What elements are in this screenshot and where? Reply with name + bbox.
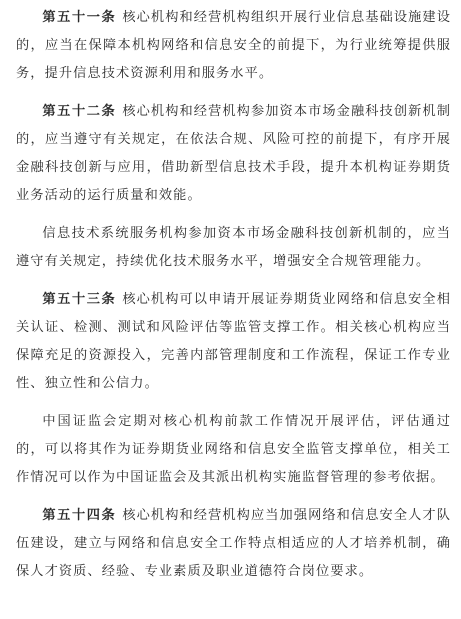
paragraph-text: 核心机构和经营机构应当加强网络和信息安全人才队伍建设，建立与网络和信息安全工作特点相适应的人才培养机制，确保人才资质、经验、专业素质及职业道德符合岗位要求。 [16,508,451,579]
paragraph-text: 信息技术系统服务机构参加资本市场金融科技创新机制的，应当遵守有关规定，持续优化技术服务水平，增强安全合规管理能力。 [16,226,451,269]
article-number: 第五十四条 [42,508,117,523]
paragraph-article-53-clause-2 [16,408,451,492]
paragraph-text: 中国证监会定期对核心机构前款工作情况开展评估，评估通过的，可以将其作为证券期货业网络和信息安全监管支撑单位，相关工作情况可以作为中国证监会及其派出机构实施监督管理的参考依据。 [16,414,451,485]
article-number: 第五十三条 [42,292,117,307]
article-number: 第五十一条 [42,10,117,25]
paragraph-text: 核心机构可以申请开展证券期货业网络和信息安全相关认证、检测、测试和风险评估等监管支撑工作。相关核心机构应当保障充足的资源投入，完善内部管理制度和工作流程，保证工作专业性、独立性和公信力。 [16,292,451,391]
paragraph-article-52 [16,98,451,210]
paragraph-text: 核心机构和经营机构组织开展行业信息基础设施建设的，应当在保障本机构网络和信息安全的前提下，为行业统筹提供服务，提升信息技术资源利用和服务水平。 [16,10,451,81]
paragraph-article-53 [16,286,451,398]
paragraph-article-51 [16,4,451,88]
paragraph-article-52-clause-2 [16,220,451,276]
paragraph-article-54 [16,502,451,586]
article-number: 第五十二条 [42,104,117,119]
paragraph-text: 核心机构和经营机构参加资本市场金融科技创新机制的，应当遵守有关规定，在依法合规、风险可控的前提下，有序开展金融科技创新与应用，借助新型信息技术手段，提升本机构证券期货业务活动的运行质量和效能。 [16,104,451,203]
